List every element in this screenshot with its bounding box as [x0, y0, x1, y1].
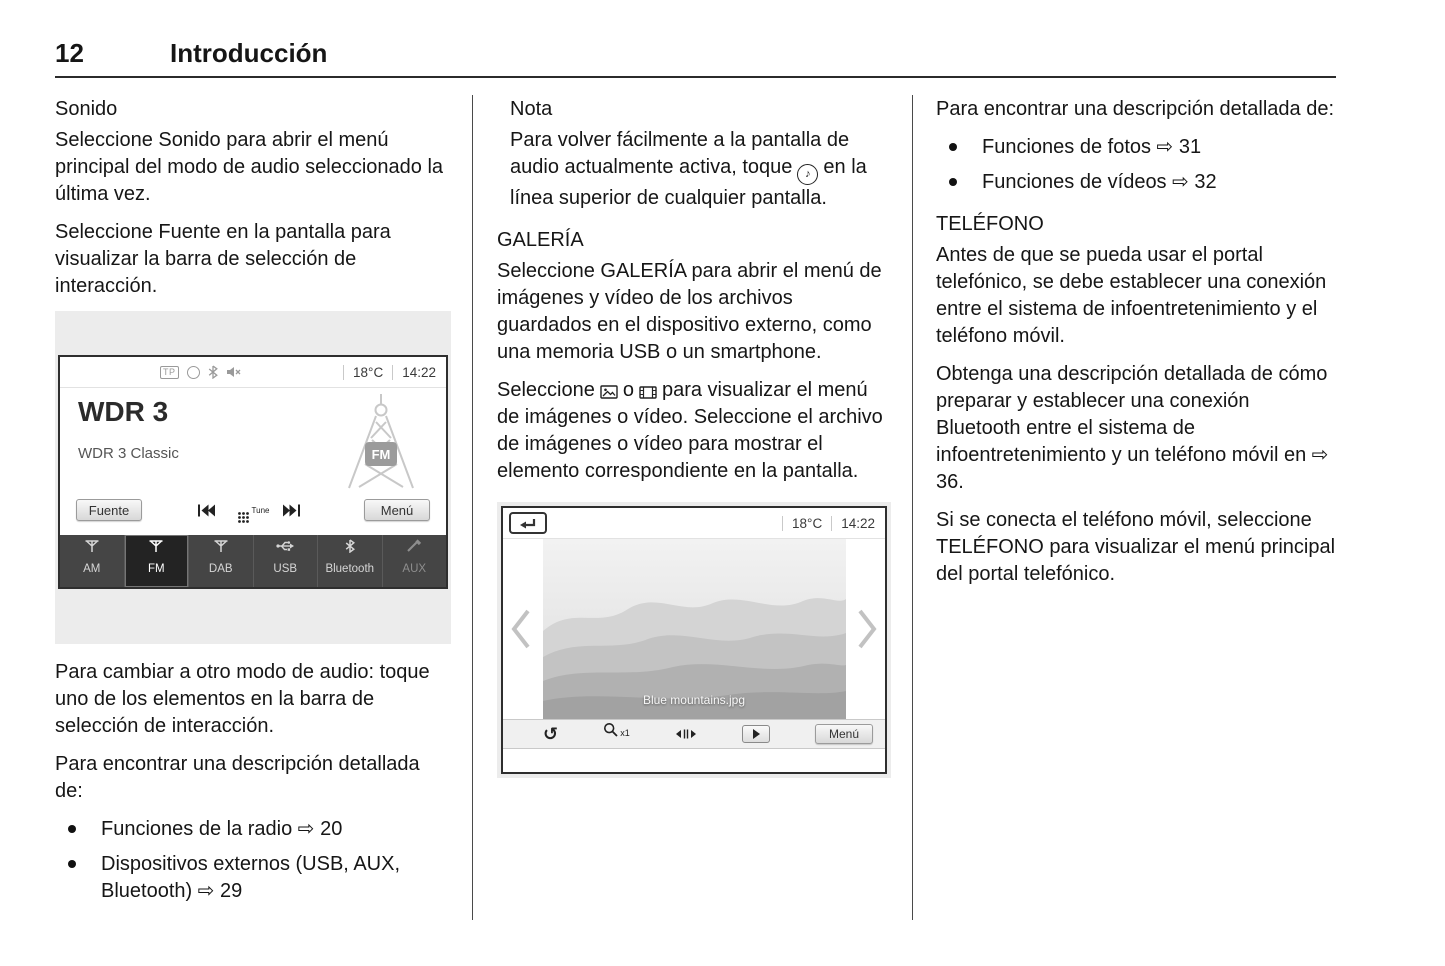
tab-fm — [124, 535, 189, 587]
bullet-dot — [949, 143, 957, 151]
paragraph: Seleccione o para visualizar el menú de imágenes o vídeo. Seleccione el archivo de imágenes o vídeo para mostrar el elemento correspondiente en la pantalla. — [497, 379, 883, 482]
music-note-icon: ♪ — [797, 164, 818, 185]
paragraph: Obtenga una descripción detallada de cómo preparar y establecer una conexión Bluetooth entre el sistema de infoentretenimiento y un teléfono móvil en ⇨ 36. — [936, 363, 1329, 493]
radio-controls — [60, 492, 446, 528]
paragraph: Si se conecta el teléfono móvil, seleccione TELÉFONO para visualizar el menú principal del portal telefónico. — [936, 509, 1336, 585]
tp-icon: TP — [160, 366, 179, 379]
bullet-dot — [949, 178, 957, 186]
paragraph: Para encontrar una descripción detallada de: — [55, 753, 420, 802]
clock-readout: 14:22 — [841, 515, 875, 531]
radio-statusbar — [60, 357, 446, 388]
bullet-dot — [68, 825, 76, 833]
gallery-toolbar — [503, 719, 885, 749]
station-name: WDR 3 — [78, 396, 169, 427]
paragraph: Antes de que se pueda usar el portal telefónico, se debe establecer una conexión entre el sistema de infoentretenimiento y el teléfono móvil. — [936, 244, 1327, 347]
column-3 — [936, 96, 1336, 599]
heading-galeria: GALERÍA — [497, 229, 584, 251]
statusbar-separator — [343, 365, 344, 380]
statusbar-separator — [782, 516, 783, 531]
zoom-icon — [603, 722, 630, 747]
note-block — [497, 96, 891, 212]
tab-label: FM — [147, 563, 165, 575]
column-2 — [497, 96, 891, 778]
return-arrow-icon — [519, 517, 537, 530]
bullet-dot — [68, 860, 76, 868]
heading-sonido: Sonido — [55, 98, 118, 120]
gallery-screen — [501, 506, 887, 774]
paragraph: Seleccione Fuente en la pantalla para visualizar la barra de selección de interacción. — [55, 221, 391, 297]
interaction-selection-bar — [60, 535, 446, 587]
source-button: Fuente — [76, 499, 142, 521]
video-icon — [639, 386, 657, 399]
list-item — [936, 169, 1336, 196]
clock-readout: 14:22 — [402, 364, 436, 380]
tab-usb — [253, 535, 318, 587]
tab-label: AM — [83, 563, 101, 575]
radio-screen — [58, 355, 448, 589]
note-text: en la línea superior de cualquier pantalla. — [510, 156, 867, 209]
tab-dab — [188, 535, 253, 587]
gallery-screenshot-figure — [497, 502, 891, 778]
chapter-title: Introducción — [170, 38, 328, 68]
bullet-text: Funciones de fotos ⇨ 31 — [982, 136, 1202, 158]
page-header — [55, 38, 327, 69]
note-text: Para volver fácilmente a la pantalla de audio actualmente activa, toque — [510, 129, 850, 178]
gallery-menu-button: Menú — [815, 724, 873, 744]
statusbar-separator — [392, 365, 393, 380]
bluetooth-icon — [208, 365, 218, 379]
page-number: 12 — [55, 38, 84, 68]
photo-icon — [600, 385, 618, 399]
tab-label: DAB — [208, 563, 233, 575]
paragraph: Para cambiar a otro modo de audio: toque uno de los elementos en la barra de selección de interacción. — [55, 661, 430, 737]
station-info: WDR 3 Classic — [78, 445, 179, 462]
tab-label: USB — [273, 563, 298, 575]
header-rule — [55, 76, 1336, 78]
temperature-readout: 18°C — [792, 515, 823, 531]
statusbar-separator — [831, 516, 832, 531]
tab-label: Bluetooth — [325, 563, 375, 575]
tab-bluetooth — [317, 535, 382, 587]
list-item — [55, 851, 451, 905]
bullet-text: Funciones de la radio ⇨ 20 — [101, 818, 343, 840]
column-divider — [472, 95, 473, 920]
tab-label: AUX — [402, 563, 427, 575]
radio-screenshot-figure — [55, 311, 451, 644]
gallery-image-area — [503, 539, 885, 719]
gallery-image — [543, 539, 846, 719]
adjust-icon — [675, 721, 697, 748]
previous-track-icon — [197, 504, 215, 517]
rds-icon — [187, 366, 200, 379]
temperature-readout: 18°C — [353, 364, 384, 380]
image-filename: Blue mountains.jpg — [642, 693, 746, 707]
tune-knob-icon — [237, 497, 270, 524]
radio-main-area — [60, 388, 446, 492]
paragraph: Seleccione Sonido para abrir el menú principal del modo de audio seleccionado la última vez. — [55, 129, 444, 205]
gallery-statusbar — [503, 508, 885, 539]
mute-icon — [226, 366, 242, 378]
next-track-icon — [283, 504, 301, 517]
bullet-text: Funciones de vídeos ⇨ 32 — [982, 171, 1217, 193]
bullet-text: Dispositivos externos (USB, AUX, Bluetooth) ⇨ 29 — [101, 853, 400, 902]
zoom-level: x1 — [620, 727, 630, 738]
list-item — [936, 134, 1336, 161]
rotate-icon: ↺ — [543, 724, 559, 744]
heading-nota: Nota — [510, 98, 553, 120]
paragraph: Seleccione GALERÍA para abrir el menú de imágenes y vídeo de los archivos guardados en el dispositivo externo, como una memoria USB o un smartphone. — [497, 260, 882, 363]
column-divider — [912, 95, 913, 920]
tab-aux — [382, 535, 447, 587]
column-1 — [55, 96, 451, 913]
heading-telefono: TELÉFONO — [936, 213, 1044, 235]
play-icon — [742, 725, 770, 743]
paragraph — [510, 127, 891, 212]
list-item — [55, 816, 451, 843]
back-button — [509, 512, 547, 534]
menu-button: Menú — [364, 499, 430, 521]
radio-tower-art — [329, 390, 434, 490]
fm-badge: FM — [371, 447, 391, 462]
chevron-left-icon — [510, 607, 532, 651]
chevron-right-icon — [856, 607, 878, 651]
tune-label: Tune — [251, 505, 270, 515]
paragraph: Para encontrar una descripción detallada de: — [936, 98, 1335, 120]
tab-am — [60, 535, 124, 587]
